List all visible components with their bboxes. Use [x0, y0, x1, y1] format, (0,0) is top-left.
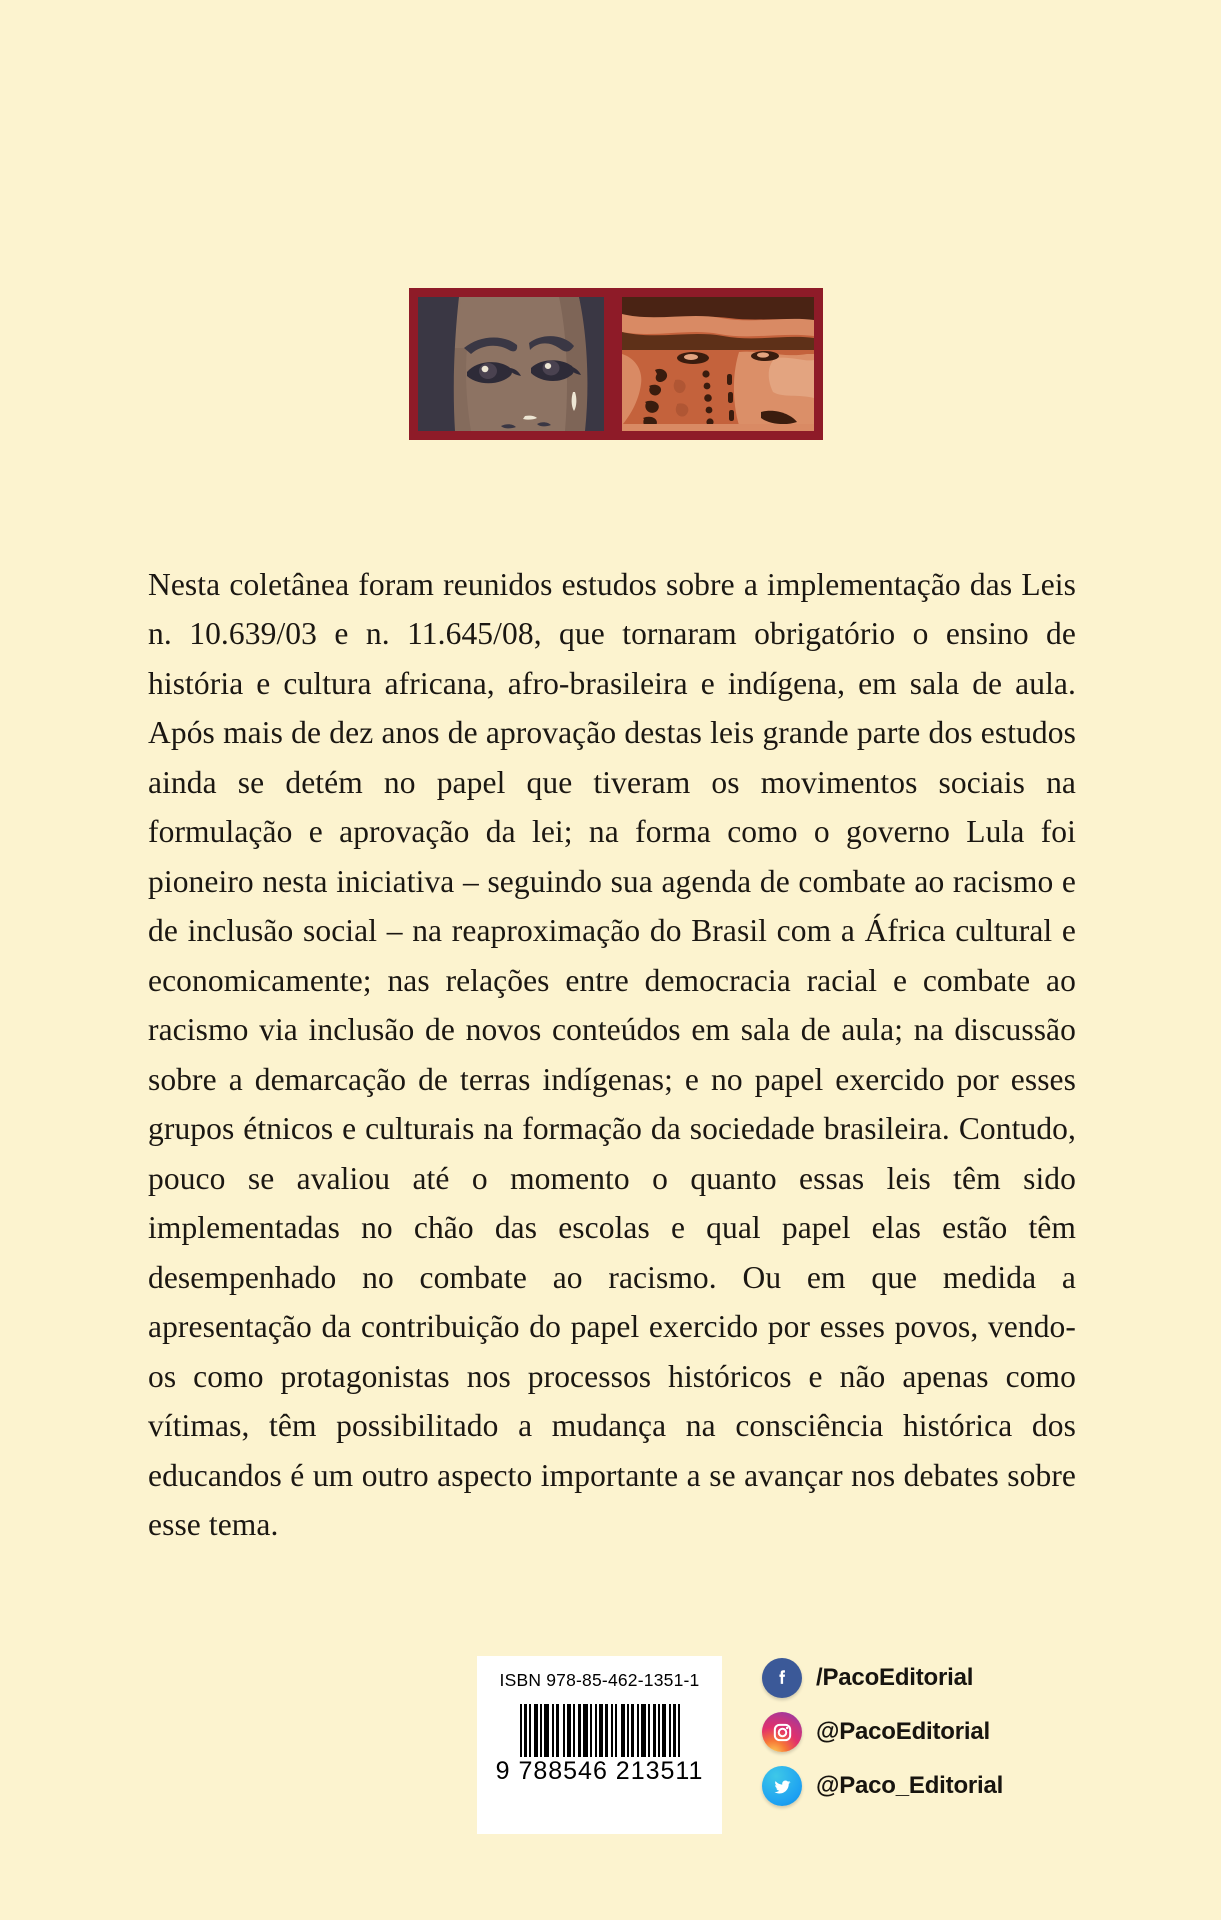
social-row-instagram[interactable]: [762, 1712, 1003, 1752]
barcode-digits: 9 788546 213511: [495, 1757, 704, 1785]
back-cover-blurb: Nesta coletânea foram reunidos estudos sobre a implementação das Leis n. 10.639/03 e n. 11.645/08, que tornaram obrigatório o ensino de história e cultura africana, afro-brasileira e indígena, em sala de aula. Após mais de dez anos de aprovação destas leis grande parte dos estudos ainda se detém no papel que tiveram os movimentos sociais na formulação e aprovação da lei; na forma como o governo Lula foi pioneiro nesta iniciativa – seguindo sua agenda de combate ao racismo e de inclusão social – na reaproximação do Brasil com a África cultural e economicamente; nas relações entre democracia racial e combate ao racismo via inclusão de novos conteúdos em sala de aula; na discussão sobre a demarcação de terras indígenas; e no papel exercido por esses grupos étnicos e culturais na formação da sociedade brasileira. Contudo, pouco se avaliou até o momento o quanto essas leis têm sido implementadas no chão das escolas e qual papel elas estão têm desempenhado no combate ao racismo. Ou em que medida a apresentação da contribuição do papel exercido por esses povos, vendo-os como protagonistas nos processos históricos e não apenas como vítimas, têm possibilitado a mudança na consciência histórica dos educandos é um outro aspecto importante a se avançar nos debates sobre esse tema.: [148, 566, 1076, 1542]
social-row-twitter[interactable]: [762, 1766, 1003, 1806]
artwork-right-panel: [622, 297, 814, 431]
isbn-barcode: [477, 1656, 722, 1834]
cover-artwork: [409, 288, 823, 440]
cover-artwork-svg: [409, 288, 823, 440]
instagram-handle[interactable]: @PacoEditorial: [816, 1718, 990, 1745]
facebook-icon[interactable]: [762, 1658, 802, 1698]
social-links: [762, 1658, 1003, 1806]
footer: [0, 1648, 1221, 1858]
artwork-left-panel: [418, 297, 604, 431]
social-row-facebook[interactable]: [762, 1658, 1003, 1698]
instagram-icon[interactable]: [762, 1712, 802, 1752]
twitter-handle[interactable]: @Paco_Editorial: [816, 1772, 1004, 1799]
facebook-handle[interactable]: /PacoEditorial: [816, 1664, 974, 1691]
twitter-icon[interactable]: [762, 1766, 802, 1806]
isbn-label: ISBN 978-85-462-1351-1: [499, 1670, 700, 1690]
